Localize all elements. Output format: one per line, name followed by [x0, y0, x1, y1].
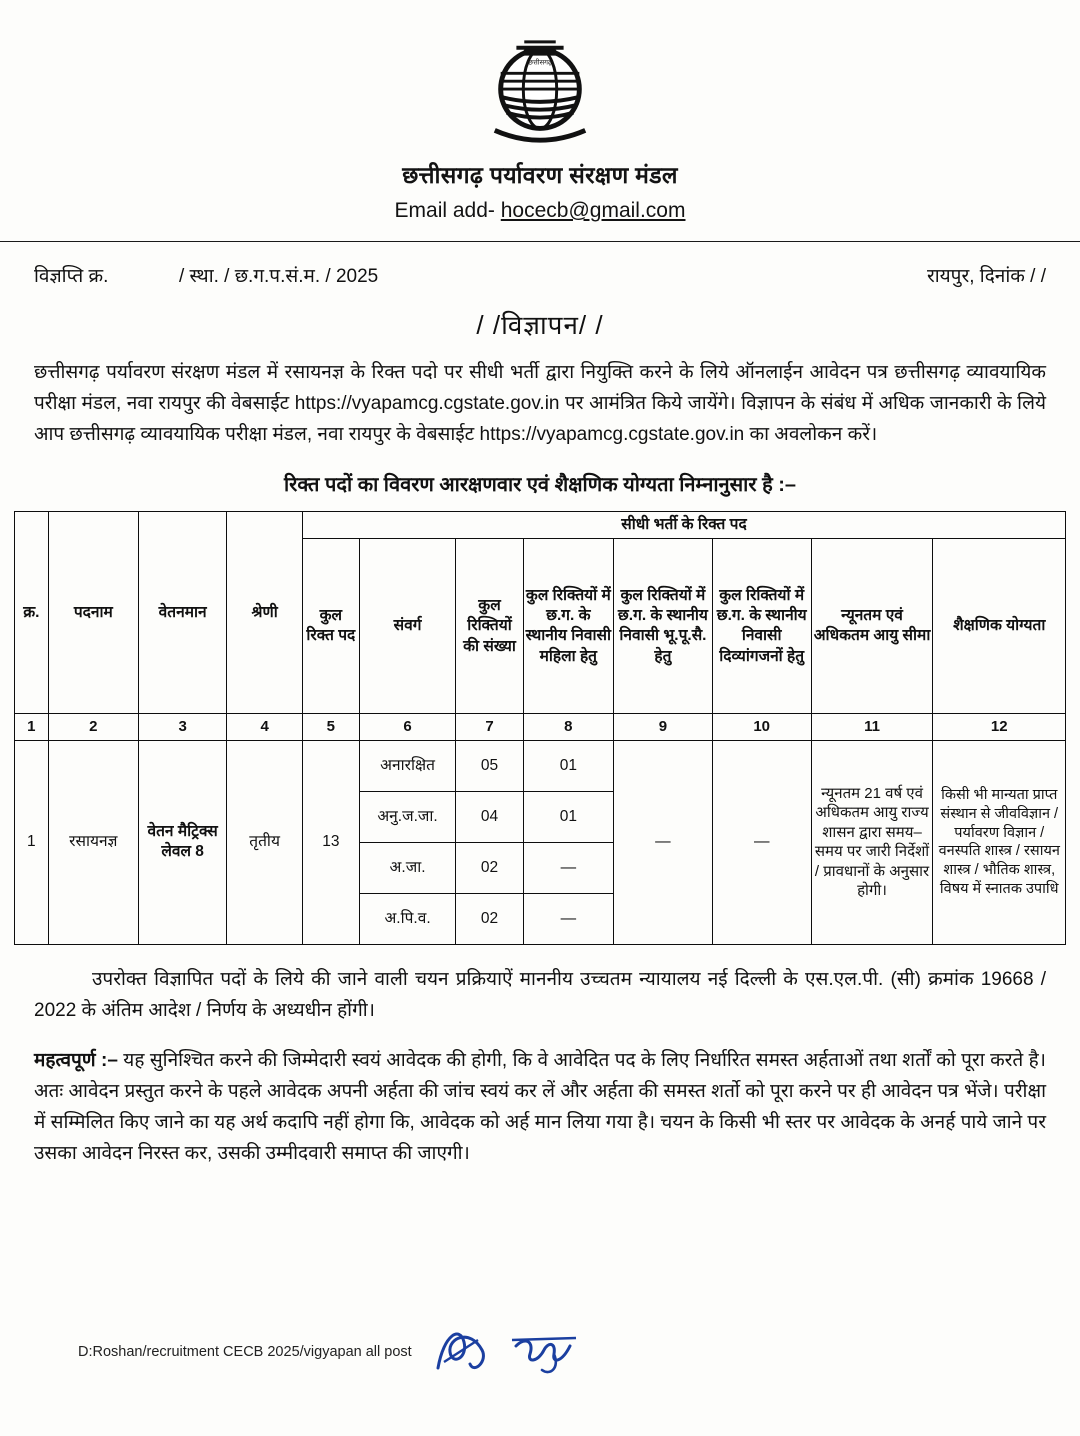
- th-group-direct-recruitment: सीधी भर्ती के रिक्त पद: [302, 512, 1065, 539]
- place-and-date: रायपुर, दिनांक / /: [926, 266, 1046, 287]
- notice-number: [34, 262, 378, 288]
- cell-count: 02: [456, 893, 523, 944]
- cell-sno: 1: [15, 740, 49, 944]
- cell-women: 01: [523, 791, 613, 842]
- cell-category: तृतीय: [227, 740, 303, 944]
- colnum-3: 3: [139, 714, 227, 741]
- email-label: Email add-: [394, 199, 495, 222]
- notice-number-value: / स्था. / छ.ग.प.सं.म. / 2025: [178, 266, 379, 287]
- table-column-number-row: [15, 714, 1066, 741]
- colnum-8: 8: [523, 714, 613, 741]
- th-women-local: कुल रिक्तियों में छ.ग. के स्थानीय निवासी महिला हेतु: [523, 539, 613, 714]
- cell-qualification: किसी भी मान्यता प्राप्त संस्थान से जीवविज्ञान / पर्यावरण विज्ञान / वनस्पति शास्त्र / रसायन शास्त्र / भौतिक शास्त्र, विषय में स्नातक उपाधि: [933, 740, 1066, 944]
- cell-cadre: अनु.ज.जा.: [359, 791, 456, 842]
- table-row: [15, 740, 1066, 791]
- page-title: / /विज्ञापन/ /: [476, 310, 604, 340]
- court-note-paragraph: उपरोक्त विज्ञापित पदों के लिये की जाने वाली चयन प्रक्रियाऐं माननीय उच्चतम न्यायालय नई दिल्ली के एस.एल.पी. (सी) क्रमांक 19668 / 2022 के अंतिम आदेश / निर्णय के अध्यधीन होंगी।: [34, 968, 1046, 1021]
- chhattisgarh-state-emblem-globe-icon: [481, 34, 599, 152]
- th-divyang-local: कुल रिक्तियों में छ.ग. के स्थानीय निवासी दिव्यांगजनों हेतु: [712, 539, 811, 714]
- cell-pay-scale: वेतन मैट्रिक्स लेवल 8: [139, 740, 227, 944]
- colnum-11: 11: [811, 714, 933, 741]
- cell-cadre: अ.जा.: [359, 842, 456, 893]
- organization-name: छत्तीसगढ़ पर्यावरण संरक्षण मंडल: [402, 162, 678, 188]
- cell-divyang: —: [712, 740, 811, 944]
- colnum-4: 4: [227, 714, 303, 741]
- handwritten-signature-icon: [430, 1316, 610, 1386]
- th-pay-scale: वेतनमान: [139, 512, 227, 714]
- cell-women: 01: [523, 740, 613, 791]
- section-heading: रिक्त पदों का विवरण आरक्षणवार एवं शैक्षणिक योग्यता निम्नानुसार है :–: [283, 474, 797, 497]
- th-total-vacancy: कुल रिक्त पद: [302, 539, 359, 714]
- th-category: श्रेणी: [227, 512, 303, 714]
- cell-cadre: अ.पि.व.: [359, 893, 456, 944]
- email-address[interactable]: hocecb@gmail.com: [500, 199, 686, 222]
- notice-meta-row: [0, 242, 1080, 288]
- th-sno: क्र.: [15, 512, 49, 714]
- th-cadre: संवर्ग: [359, 539, 456, 714]
- cell-cadre: अनारक्षित: [359, 740, 456, 791]
- cell-total-vacancy: 13: [302, 740, 359, 944]
- colnum-1: 1: [15, 714, 49, 741]
- cell-age-limit: न्यूनतम 21 वर्ष एवं अधिकतम आयु राज्य शासन द्वारा समय–समय पर जारी निर्देशों / प्रावधानों के अनुसार होगी।: [811, 740, 933, 944]
- colnum-5: 5: [302, 714, 359, 741]
- svg-text:छत्तीसगढ़: छत्तीसगढ़: [528, 58, 552, 67]
- vacancy-table-wrapper: [14, 511, 1066, 945]
- cell-count: 04: [456, 791, 523, 842]
- cell-post-name: रसायनज्ञ: [48, 740, 138, 944]
- colnum-2: 2: [48, 714, 138, 741]
- th-ex-serviceman-local: कुल रिक्तियों में छ.ग. के स्थानीय निवासी भू.पू.सै. हेतु: [614, 539, 713, 714]
- important-text: यह सुनिश्चित करने की जिम्मेदारी स्वयं आवेदक की होगी, कि वे आवेदित पद के लिए निर्धारित समस्त अर्हताओं तथा शर्तों को पूरा करते है। अतः आवेदन प्रस्तुत करने के पहले आवेदक अपनी अर्हता की जांच स्वयं कर लें और अर्हता की समस्त शर्तो को पूरा करने पर ही आवेदन पत्र भेंजे। परीक्षा में सम्मिलित किए जाने का यह अर्थ कदापि नहीं होगा कि, आवेदक को अर्ह मान लिया गया है। चयन के किसी भी स्तर पर आवेदक के अनर्ह पाये जाने पर उसका आवेदन निरस्त कर, उसकी उम्मीदवारी समाप्त की जाएगी।: [34, 1050, 1046, 1164]
- cell-count: 02: [456, 842, 523, 893]
- vacancy-table: [14, 511, 1066, 945]
- intro-paragraph: छत्तीसगढ़ पर्यावरण संरक्षण मंडल में रसायनज्ञ के रिक्त पदो पर सीधी भर्ती द्वारा नियुक्ति करने के लिये ऑनलाईन आवेदन पत्र छत्तीसगढ़ व्यावयायिक परीक्षा मंडल, नवा रायपुर की वेबसाईट https://vyapamcg.cgstate.gov.in पर आमंत्रित किये जायेंगे। विज्ञापन के संबंध में अधिक जानकारी के लिये आप छत्तीसगढ़ व्यावयायिक परीक्षा मंडल, नवा रायपुर के वेबसाईट https://vyapamcg.cgstate.gov.in का अवलोकन करें।: [34, 362, 1046, 445]
- cell-count: 05: [456, 740, 523, 791]
- notice-number-label: विज्ञप्ति क्र.: [34, 266, 109, 287]
- document-header: [0, 0, 1080, 223]
- colnum-10: 10: [712, 714, 811, 741]
- important-note-paragraph: [34, 1046, 1046, 1169]
- th-total-count: कुल रिक्तियों की संख्या: [456, 539, 523, 714]
- cell-women: —: [523, 893, 613, 944]
- colnum-6: 6: [359, 714, 456, 741]
- colnum-12: 12: [933, 714, 1066, 741]
- colnum-7: 7: [456, 714, 523, 741]
- file-path-footer: D:Roshan/recruitment CECB 2025/vigyapan all post: [78, 1344, 412, 1360]
- th-qualification: शैक्षणिक योग्यता: [933, 539, 1066, 714]
- colnum-9: 9: [614, 714, 713, 741]
- th-post-name: पदनाम: [48, 512, 138, 714]
- cell-ex-serviceman: —: [614, 740, 713, 944]
- cell-women: —: [523, 842, 613, 893]
- table-header-row-1: [15, 512, 1066, 539]
- email-line: [0, 199, 1080, 223]
- important-label: महत्वपूर्ण :–: [34, 1050, 118, 1072]
- th-age-limit: न्यूनतम एवं अधिकतम आयु सीमा: [811, 539, 933, 714]
